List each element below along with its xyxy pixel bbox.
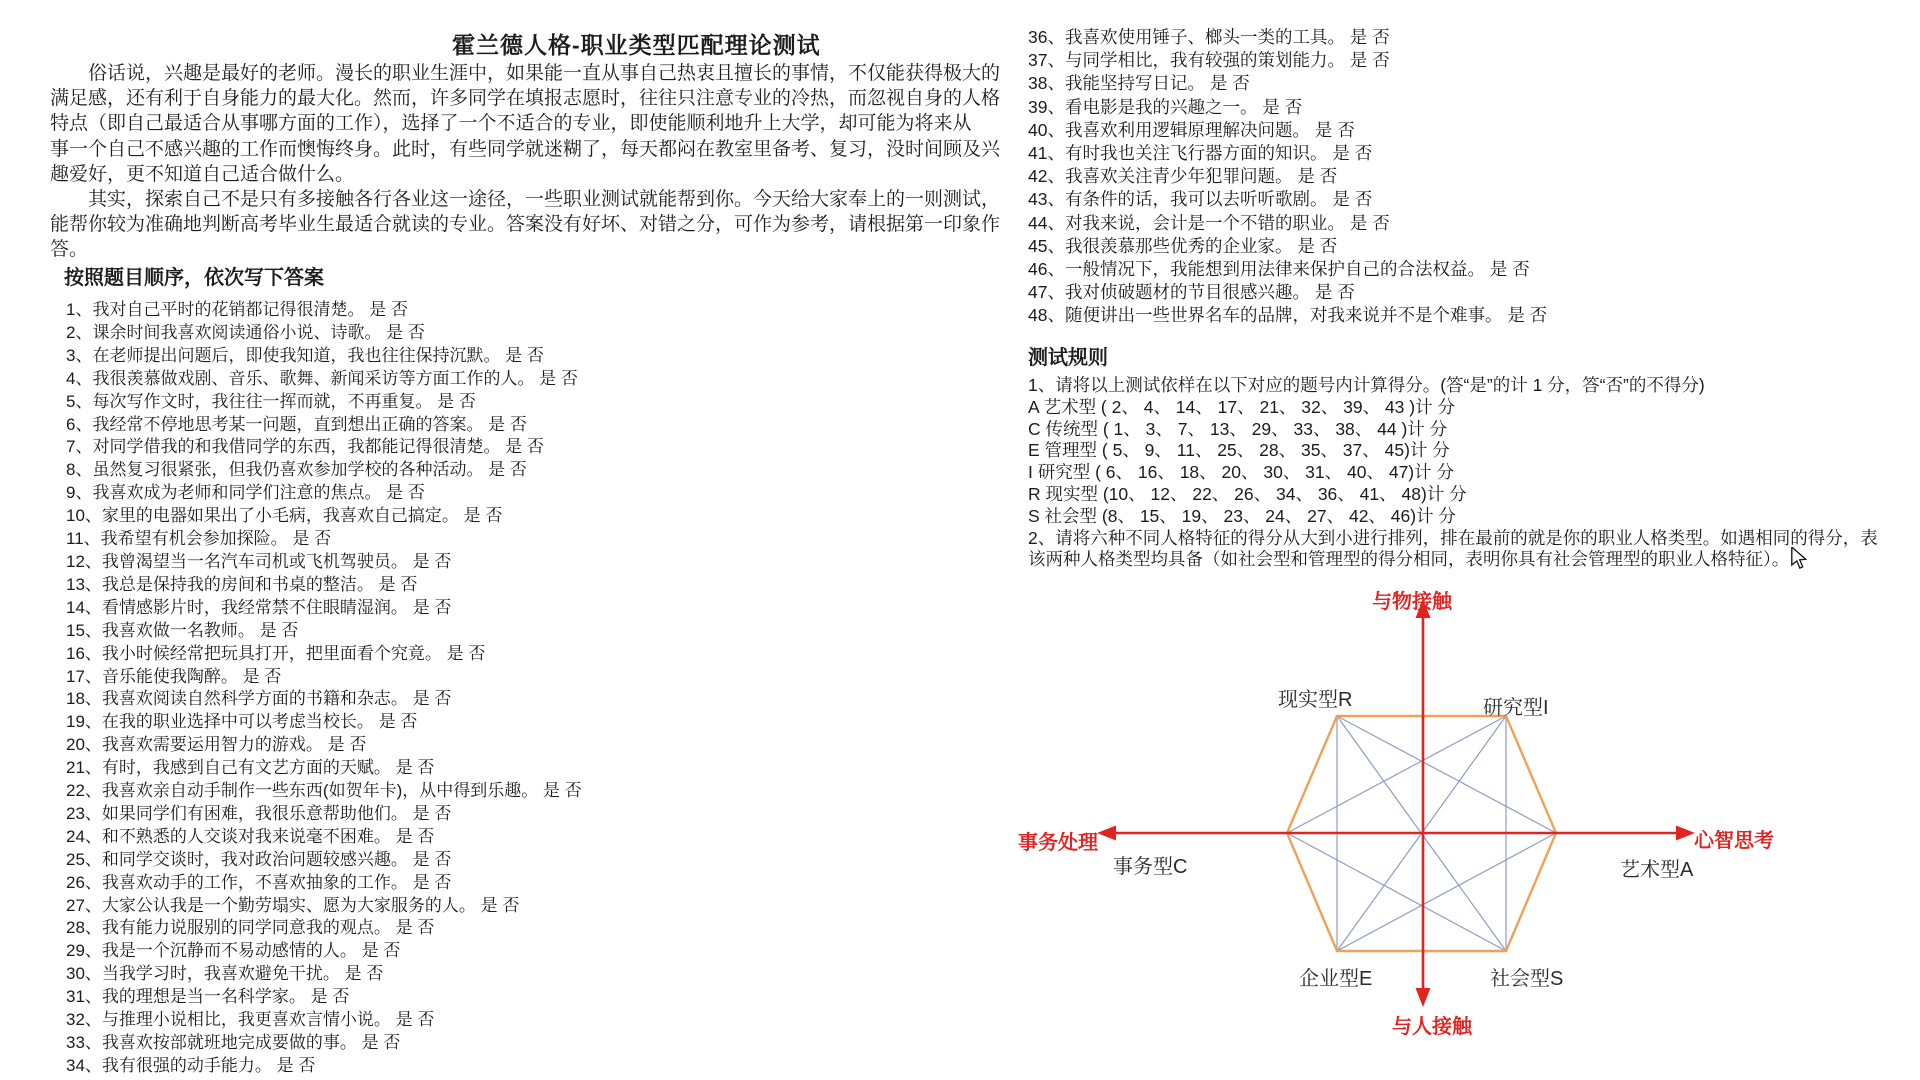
vertex-label-conventional: 事务型C <box>1113 856 1188 878</box>
question-item: 22、我喜欢亲自动手制作一些东西(如贺年卡)，从中得到乐趣。 是 否 <box>66 781 582 801</box>
question-item: 13、我总是保持我的房间和书桌的整洁。 是 否 <box>66 574 418 594</box>
question-item: 1、我对自己平时的花销都记得很清楚。 是 否 <box>66 300 408 319</box>
question-item: 7、对同学借我的和我借同学的东西，我都能记得很清楚。 是 否 <box>66 437 544 457</box>
intro-line: 满足感，还有利于自身能力的最大化。然而，许多同学在填报志愿时，往往只注意专业的冷热，而忽视自身的人格 <box>50 88 1001 110</box>
intro-line: 趣爱好，更不知道自己适合做什么。 <box>50 163 355 185</box>
question-item: 44、对我来说，会计是一个不错的职业。 是 否 <box>1028 212 1390 233</box>
rule-line: 1、请将以上测试依样在以下对应的题号内计算得分。(答“是”的计 1 分，答“否”的不得分) <box>1028 375 1705 395</box>
question-item: 6、我经常不停地思考某一问题，直到想出正确的答案。 是 否 <box>66 414 527 434</box>
rule-line: 该两种人格类型均具备（如社会型和管理型的得分相同，表明你具有社会管理型的职业人格特征）。 <box>1028 549 1790 570</box>
rule-line: S 社会型 (8、 15、 19、 23、 24、 27、 42、 46)计 分 <box>1028 505 1456 526</box>
intro-line: 其实，探索自己不是只有多接触各行各业这一途径，一些职业测试就能帮到你。今天给大家奉上的一则测试， <box>50 189 1001 211</box>
intro-line: 能帮你较为准确地判断高考毕业生最适合就读的专业。答案没有好坏、对错之分，可作为参考，请根据第一印象作 <box>50 214 1001 236</box>
vertex-label-realistic: 现实型R <box>1278 689 1353 711</box>
intro-line: 特点（即自己最适合从事哪方面的工作），选择了一个不适合的专业，即使能顺利地升上大学，却可能为将来从 <box>50 113 972 135</box>
axis-label-tasks: 事务处理 <box>1018 832 1098 854</box>
question-item: 16、我小时候经常把玩具打开，把里面看个究竟。 是 否 <box>66 643 486 663</box>
question-item: 42、我喜欢关注青少年犯罪问题。 是 否 <box>1028 166 1338 187</box>
question-item: 15、我喜欢做一名教师。 是 否 <box>66 620 299 640</box>
question-item: 29、我是一个沉静而不易动感情的人。 是 否 <box>66 941 401 961</box>
question-item: 39、看电影是我的兴趣之一。 是 否 <box>1028 96 1303 117</box>
axis-label-things: 与物接触 <box>1372 591 1452 613</box>
question-item: 26、我喜欢动手的工作，不喜欢抽象的工作。 是 否 <box>66 872 452 892</box>
question-item: 19、在我的职业选择中可以考虑当校长。 是 否 <box>66 712 418 732</box>
question-item: 47、我对侦破题材的节目很感兴趣。 是 否 <box>1028 282 1355 303</box>
rule-line: C 传统型 ( 1、 3、 7、 13、 29、 33、 38、 44 )计 分 <box>1028 418 1448 439</box>
question-item: 24、和不熟悉的人交谈对我来说毫不困难。 是 否 <box>66 826 435 846</box>
axes-lines <box>1104 612 1688 996</box>
question-item: 43、有条件的话，我可以去听听歌剧。 是 否 <box>1028 189 1373 210</box>
question-item: 10、家里的电器如果出了小毛病，我喜欢自己搞定。 是 否 <box>66 506 503 526</box>
question-item: 31、我的理想是当一名科学家。 是 否 <box>66 987 350 1007</box>
vertex-label-investigative: 研究型I <box>1483 697 1549 719</box>
question-item: 3、在老师提出问题后，即使我知道，我也往往保持沉默。 是 否 <box>66 345 544 365</box>
question-item: 14、看情感影片时，我经常禁不住眼睛湿润。 是 否 <box>66 597 452 617</box>
question-item: 36、我喜欢使用锤子、榔头一类的工具。 是 否 <box>1028 27 1390 47</box>
question-item: 17、音乐能使我陶醉。 是 否 <box>66 666 282 686</box>
intro-line: 答。 <box>50 239 89 261</box>
question-item: 12、我曾渴望当一名汽车司机或飞机驾驶员。 是 否 <box>66 551 452 571</box>
question-item: 9、我喜欢成为老师和同学们注意的焦点。 是 否 <box>66 483 425 503</box>
axes-arrowheads <box>1097 599 1695 1007</box>
axis-label-mind: 心智思考 <box>1694 830 1774 852</box>
axis-label-people: 与人接触 <box>1392 1016 1472 1038</box>
question-item: 48、随便讲出一些世界名车的品牌，对我来说并不是个难事。 是 否 <box>1028 305 1548 326</box>
question-item: 18、我喜欢阅读自然科学方面的书籍和杂志。 是 否 <box>66 689 452 709</box>
question-item: 27、大家公认我是一个勤劳塌实、愿为大家服务的人。 是 否 <box>66 895 520 915</box>
question-item: 33、我喜欢按部就班地完成要做的事。 是 否 <box>66 1033 401 1052</box>
question-item: 8、虽然复习很紧张，但我仍喜欢参加学校的各种活动。 是 否 <box>66 460 527 480</box>
question-item: 4、我很羡慕做戏剧、音乐、歌舞、新闻采访等方面工作的人。 是 否 <box>66 368 578 388</box>
question-item: 23、如果同学们有困难，我很乐意帮助他们。 是 否 <box>66 803 452 823</box>
question-item: 46、一般情况下，我能想到用法律来保护自己的合法权益。 是 否 <box>1028 259 1530 280</box>
mouse-cursor <box>1790 547 1808 571</box>
question-item: 25、和同学交谈时，我对政治问题较感兴趣。 是 否 <box>66 849 452 869</box>
section-heading-answers: 按照题目顺序，依次写下答案 <box>64 267 324 289</box>
question-item: 40、我喜欢利用逻辑原理解决问题。 是 否 <box>1028 119 1355 140</box>
question-item: 28、我有能力说服别的同学同意我的观点。 是 否 <box>66 918 435 938</box>
rule-line: R 现实型 (10、 12、 22、 26、 34、 36、 41、 48)计 分 <box>1028 483 1467 504</box>
question-item: 5、每次写作文时，我往往一挥而就，不再重复。 是 否 <box>66 391 476 411</box>
rule-line: E 管理型 ( 5、 9、 11、 25、 28、 35、 37、 45)计 分 <box>1028 440 1450 461</box>
rules-heading: 测试规则 <box>1028 347 1108 369</box>
question-item: 21、有时，我感到自己有文艺方面的天赋。 是 否 <box>66 758 435 778</box>
vertex-label-enterprising: 企业型E <box>1299 968 1373 990</box>
question-item: 20、我喜欢需要运用智力的游戏。 是 否 <box>66 735 367 755</box>
intro-line: 俗话说，兴趣是最好的老师。漫长的职业生涯中，如果能一直从事自己热衷且擅长的事情，不仅能获得极大的 <box>50 63 1001 84</box>
page-title: 霍兰德人格-职业类型匹配理论测试 <box>452 32 821 58</box>
question-item: 37、与同学相比，我有较强的策划能力。 是 否 <box>1028 50 1390 71</box>
intro-line: 事一个自己不感兴趣的工作而懊悔终身。此时，有些同学就迷糊了，每天都闷在教室里备考、复习，没时间顾及兴 <box>50 138 1001 160</box>
question-item: 2、课余时间我喜欢阅读通俗小说、诗歌。 是 否 <box>66 322 425 342</box>
question-item: 11、我希望有机会参加探险。 是 否 <box>66 529 332 549</box>
question-item: 41、有时我也关注飞行器方面的知识。 是 否 <box>1028 143 1373 164</box>
question-item: 34、我有很强的动手能力。 是 否 <box>66 1055 316 1075</box>
rule-line: I 研究型 ( 6、 16、 18、 20、 30、 31、 40、 47)计 分 <box>1028 462 1454 483</box>
rule-line: 2、请将六种不同人格特征的得分从大到小进行排列，排在最前的就是你的职业人格类型。如遇相同的得分，表 <box>1028 527 1878 548</box>
vertex-label-social: 社会型S <box>1490 968 1564 990</box>
question-item: 30、当我学习时，我喜欢避免干扰。 是 否 <box>66 964 384 984</box>
question-item: 45、我很羡慕那些优秀的企业家。 是 否 <box>1028 235 1338 256</box>
question-item: 38、我能坚持写日记。 是 否 <box>1028 73 1250 94</box>
question-item: 32、与推理小说相比，我更喜欢言情小说。 是 否 <box>66 1010 435 1030</box>
rule-line: A 艺术型 ( 2、 4、 14、 17、 21、 32、 39、 43 )计 分 <box>1028 396 1455 417</box>
vertex-label-artistic: 艺术型A <box>1620 859 1694 881</box>
